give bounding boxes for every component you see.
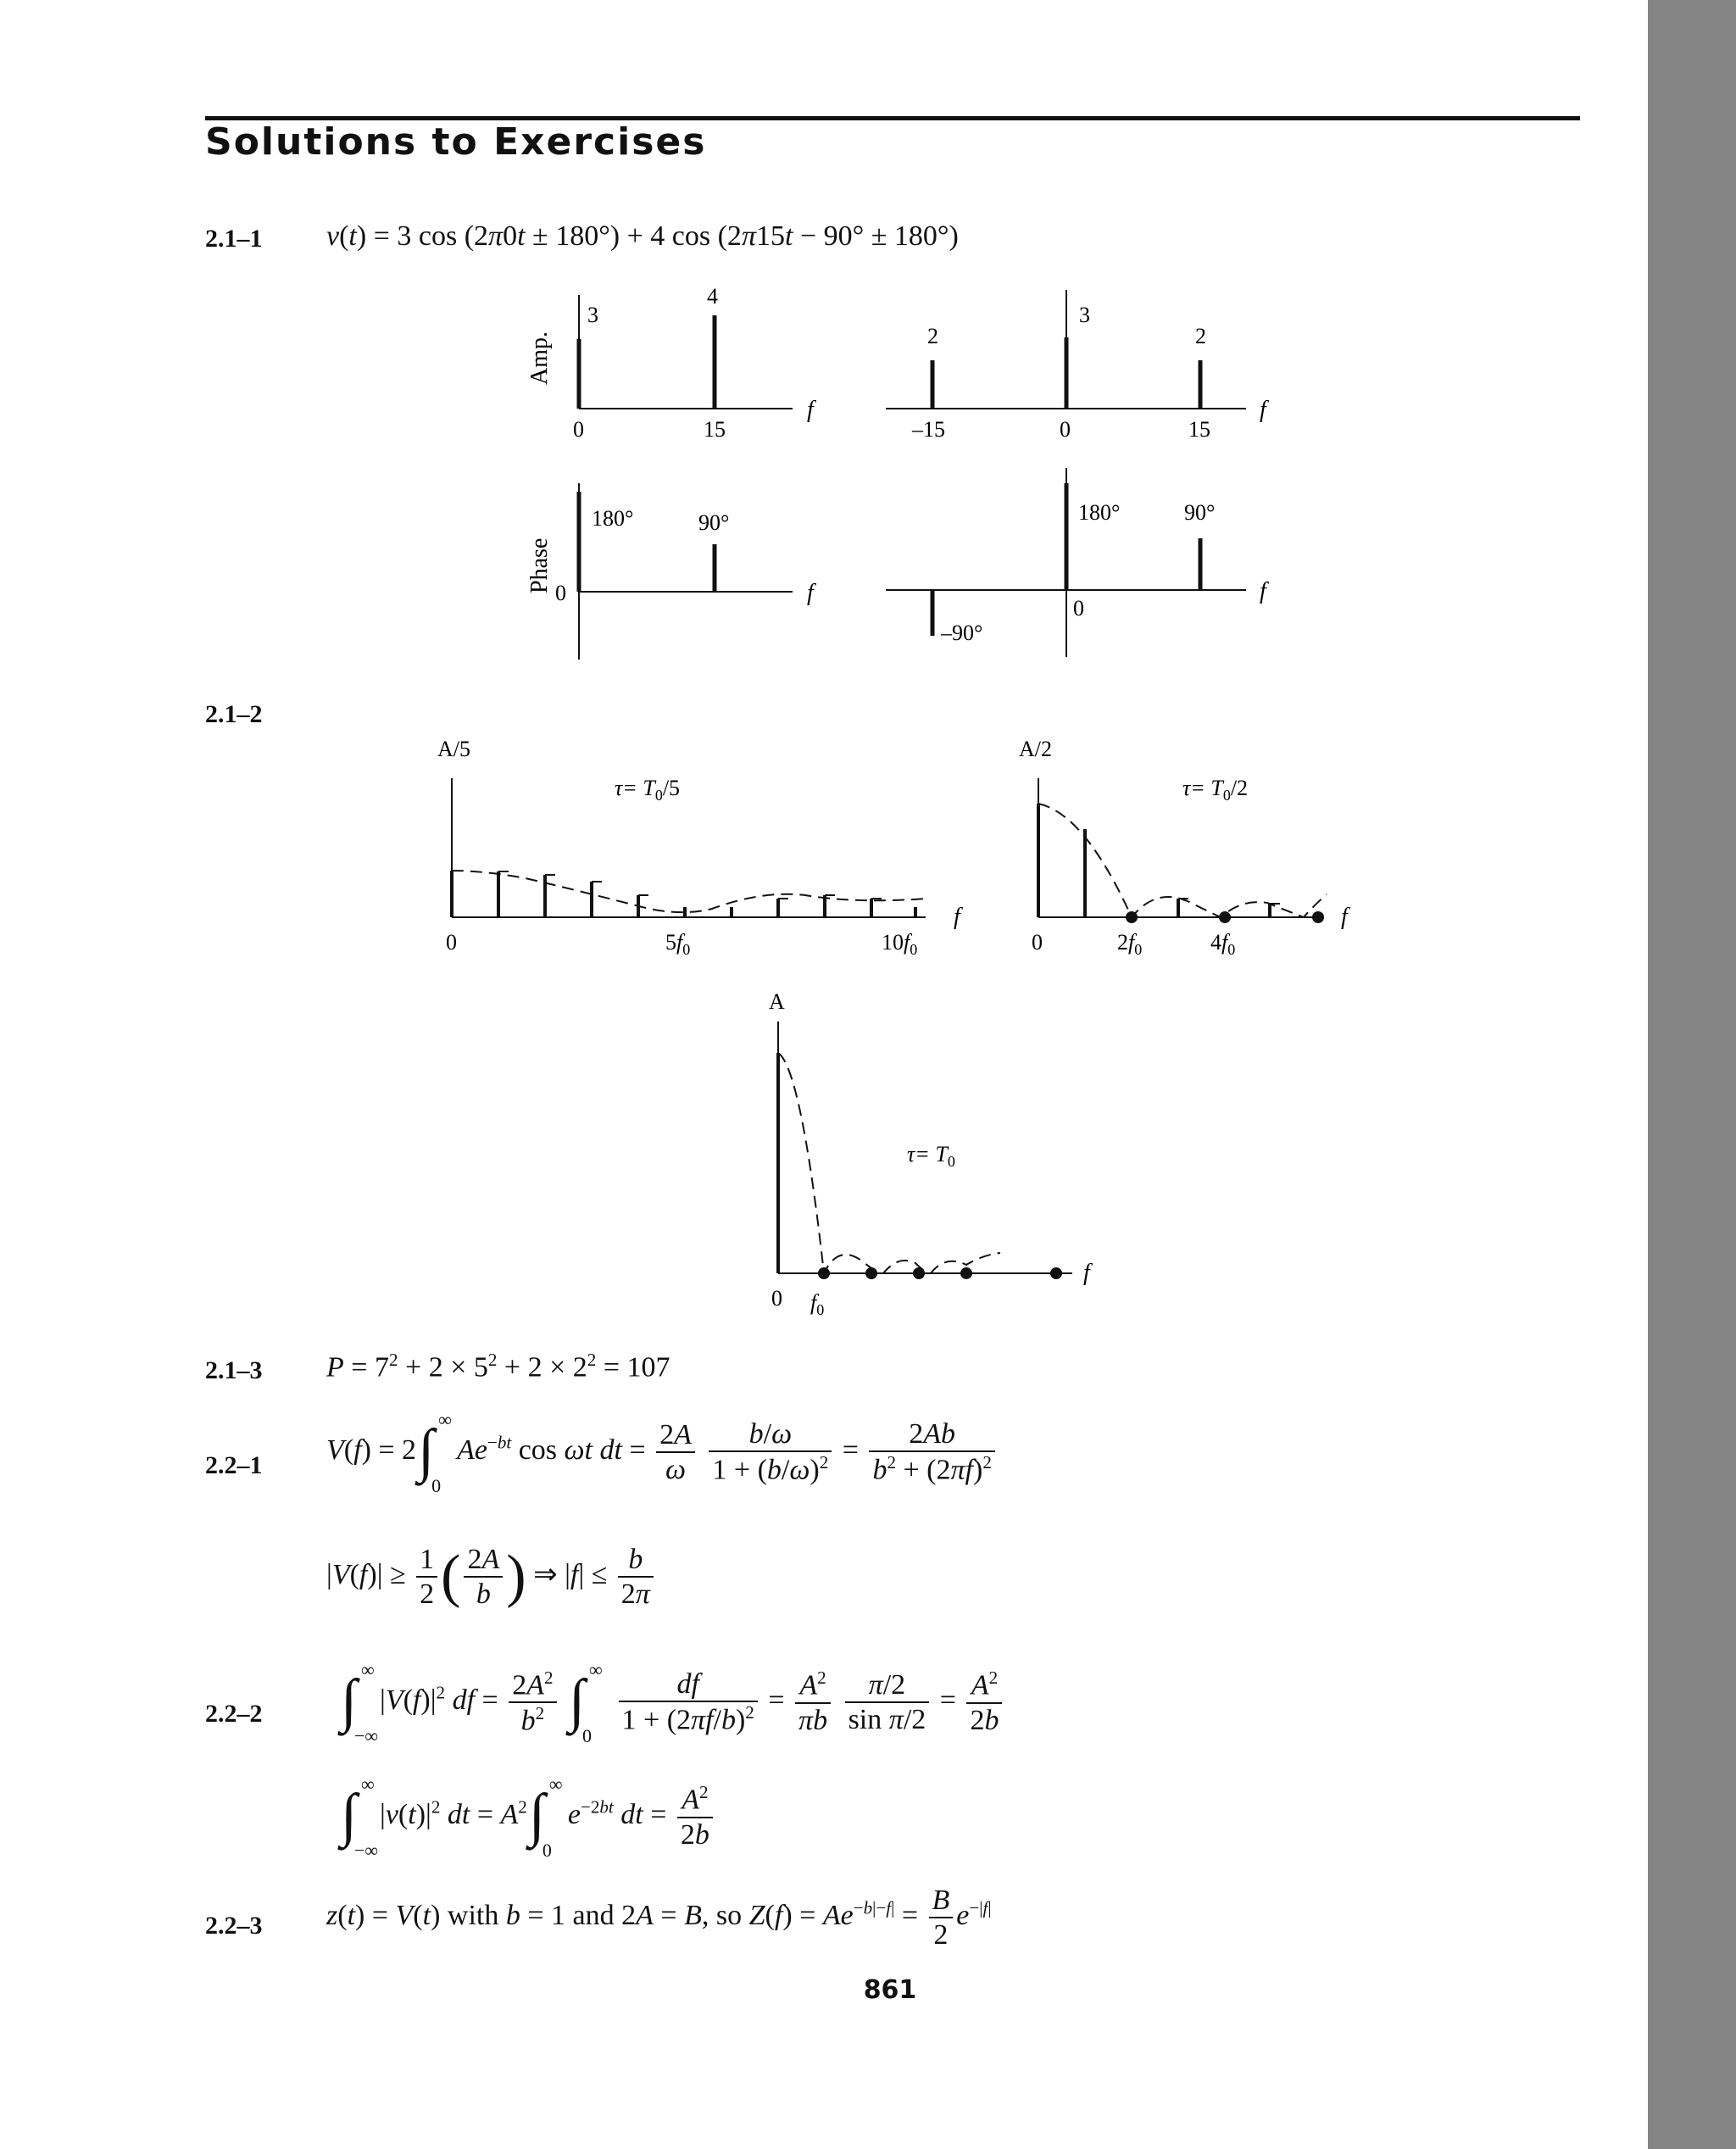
exercise-number: 2.1–1: [205, 225, 263, 253]
amplitude-phase-spectra: [509, 280, 1314, 670]
sinc-spectra-plots: [407, 729, 1390, 1339]
spectral-lines-1: [452, 871, 915, 917]
peak-label: A: [769, 989, 785, 1014]
envelope-curve: [452, 871, 926, 912]
envelope-curve: [1038, 804, 1327, 917]
f-axis-label: f: [1260, 578, 1266, 604]
tick-0: 0: [1032, 930, 1043, 955]
amp-label-4: 4: [707, 284, 718, 309]
peak-label: A/2: [1019, 737, 1052, 761]
phase-label-180: 180°: [592, 506, 634, 531]
two-sided-amplitude-plot: [886, 290, 1269, 442]
equation-2-1-1: v(t) = 3 cos (2π0t ± 180°) + 4 cos (2π15t − 90° ± 180°): [326, 220, 959, 252]
one-sided-phase-plot: [555, 483, 816, 660]
peak-label: A/5: [437, 737, 470, 761]
tick-0: 0: [771, 1286, 782, 1311]
tick-4f0: $4f_0$: [1210, 930, 1236, 958]
phase-label-90: 90°: [698, 510, 730, 535]
equation-2-2-2a: ∫ ∞ −∞ $|V(f)|^2$ df = $\frac{2A^2}{b^2}$ ∫ ∞ 0 $\frac{df}{1 + (2\pi f/b)^2}$ = $\frac{A^2}{\pi b}$ $\frac{\pi/2}{\text{sin π/2}}$ = $\frac{A^2}{2b}$: [339, 1666, 1005, 1739]
two-sided-phase-plot: [886, 468, 1269, 657]
envelope-curve: [778, 1053, 1000, 1273]
tick-0: 0: [573, 417, 584, 442]
tau-label: $\tau= T_0/5$: [615, 776, 681, 804]
tick-15-2s: 15: [1188, 417, 1210, 442]
tau-label: $\tau= T_0$: [907, 1142, 955, 1170]
tick-f0: $f_0$: [810, 1290, 825, 1318]
f-axis-label: f: [807, 580, 814, 606]
f-axis-label: f: [1083, 1260, 1090, 1286]
tick-10f0: $10f_0$: [882, 930, 918, 958]
tick-15: 15: [704, 417, 726, 442]
phase-zero: 0: [555, 581, 566, 605]
tick-m15: –15: [912, 417, 945, 442]
equation-2-1-3: $P = 7^2 + 2 \times 5^2 + 2 \times 2^2 = 107$: [326, 1350, 670, 1383]
exercise-number: 2.2–3: [205, 1912, 263, 1940]
exercise-number: 2.2–2: [205, 1700, 263, 1728]
f-axis-label: f: [1260, 397, 1266, 423]
f-axis-label: f: [1341, 904, 1348, 930]
tick-0: 0: [446, 930, 457, 955]
phase-label-m90: –90°: [941, 621, 983, 645]
exercise-number: 2.2–1: [205, 1451, 263, 1479]
equation-2-2-2b: ∫ ∞ −∞ $|v(t)|^2$ dt = $A^2$ ∫ ∞ 0 $e^{-2bt}$ dt = $\frac{A^2}{2b}$: [339, 1780, 716, 1853]
amp-label-3-center: 3: [1079, 303, 1090, 327]
equation-2-2-1a: V(f) = 2 ∫ ∞ 0 $Ae^{-bt}$ cos ωt dt = $\frac{2A}{\omega}$ $\frac{b/\omega}{1 + (b/\omega)^2}$ = $\frac{2Ab}{b^2 + (2\pi f)^2}$: [326, 1416, 999, 1489]
page-edge-bar: [1648, 0, 1736, 2149]
amp-axis-label: Amp.: [526, 331, 553, 385]
page-number: 861: [863, 1975, 917, 2005]
spectrum-tau-T0: [769, 989, 1093, 1318]
tick-0-2s: 0: [1060, 417, 1071, 442]
amp-label-2-right: 2: [1195, 324, 1206, 348]
spectrum-tau-T0-over-5: [437, 737, 963, 958]
page-heading: Solutions to Exercises: [205, 120, 707, 164]
tick-2f0: $2f_0$: [1117, 930, 1143, 958]
phase-axis-label: Phase: [526, 537, 553, 593]
amp-label-3: 3: [587, 303, 598, 327]
equation-2-2-3: z(t) = V(t) with b = 1 and 2A = B, so $Z(f) = Ae^{-b|-f|}$ = $\frac{B}{2}$ $e^{-|f|}$: [326, 1885, 992, 1951]
exercise-number: 2.1–2: [205, 700, 263, 728]
spectrum-tau-T0-over-2: [1019, 737, 1350, 958]
phase-label-90-2s: 90°: [1184, 500, 1216, 525]
f-axis-label: f: [954, 904, 960, 930]
tick-5f0: $5f_0$: [665, 930, 691, 958]
f-axis-label: f: [807, 397, 814, 423]
tau-label: $\tau= T_0/2$: [1182, 776, 1249, 804]
phase-label-180-2s: 180°: [1078, 500, 1121, 525]
amp-label-2-left: 2: [927, 324, 938, 348]
equation-2-2-1b: |V(f)| ≥ $\frac{1}{2}$ ( $\frac{2A}{b}$ ) ⇒ |f| ≤ $\frac{b}{2\pi}$: [326, 1543, 657, 1611]
one-sided-amplitude-plot: [573, 284, 816, 442]
phase-zero-2s: 0: [1073, 596, 1084, 621]
exercise-number: 2.1–3: [205, 1356, 263, 1384]
spectral-lines-2: [1038, 804, 1280, 917]
